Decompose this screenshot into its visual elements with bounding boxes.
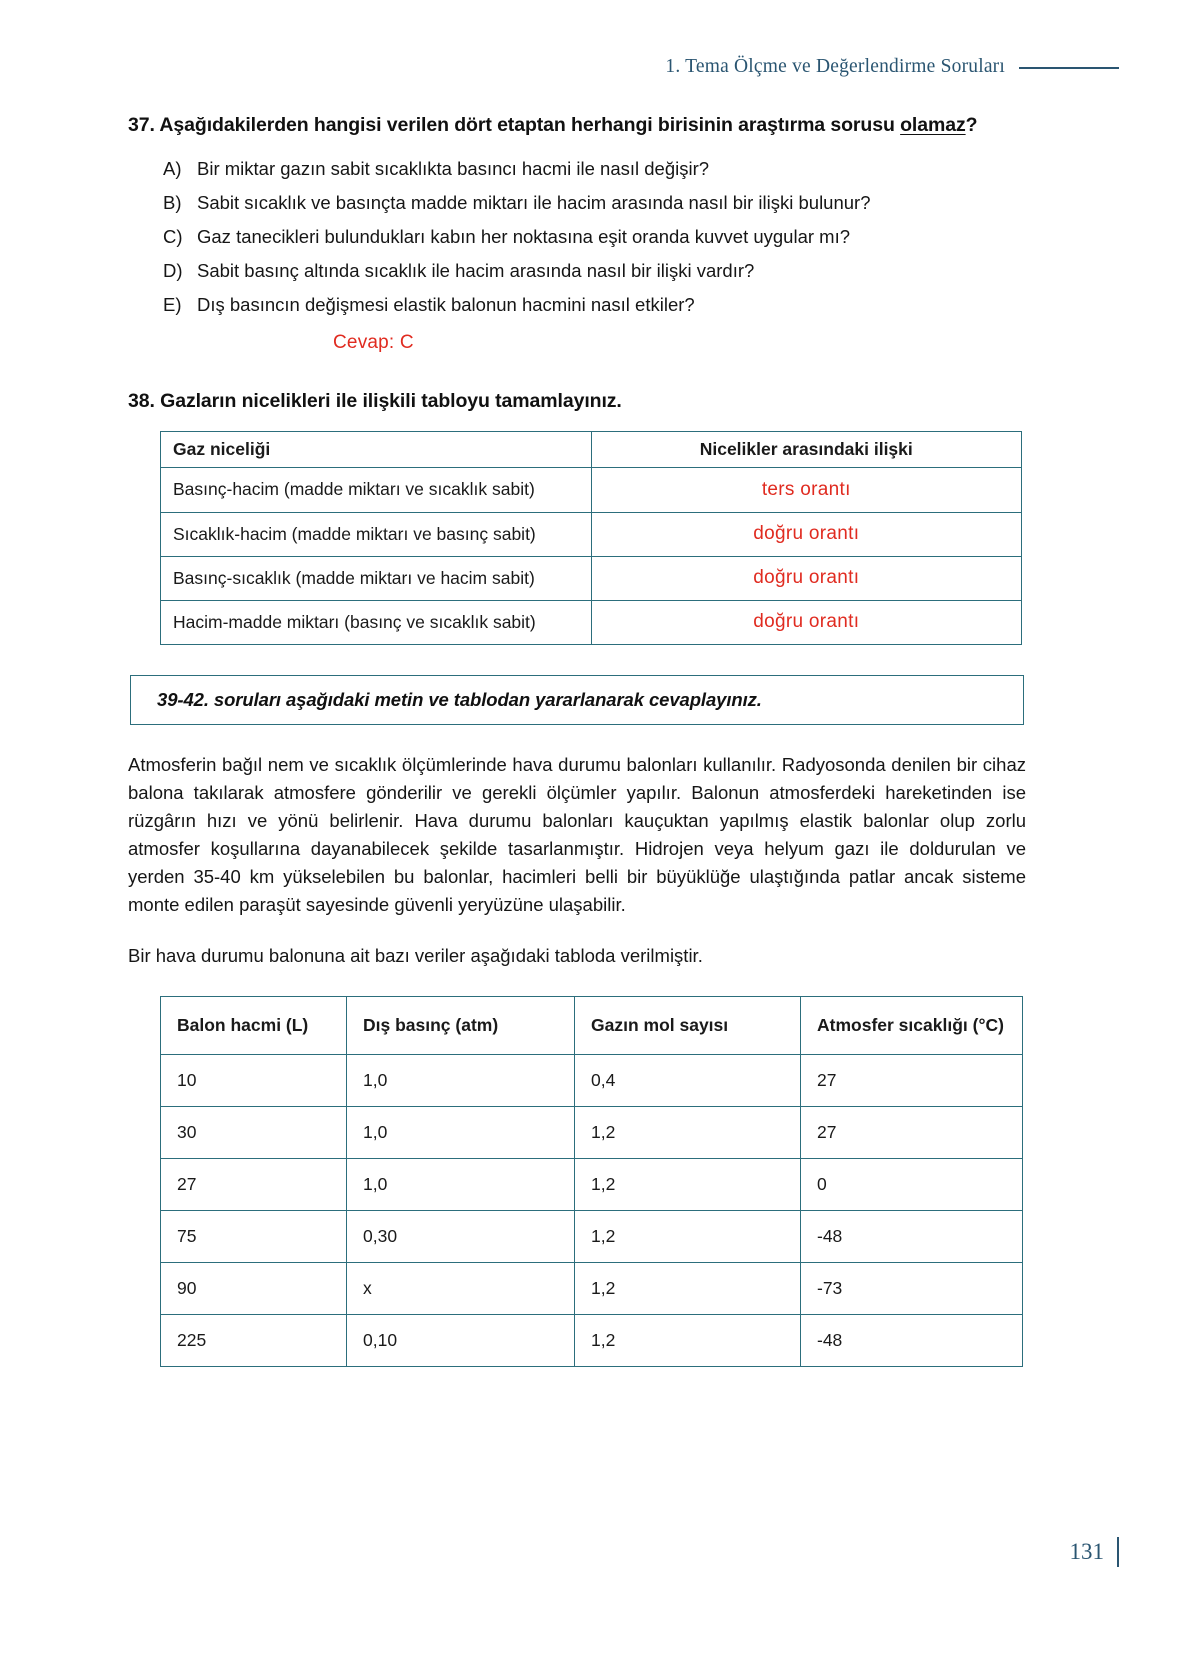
question-38-stem — [128, 390, 1026, 413]
table-row — [161, 468, 1022, 512]
question-37-number: 37. — [128, 114, 155, 136]
cell-atmosphere-temperature: 0 — [801, 1158, 1023, 1210]
question-37-stem-emphasis: olamaz — [900, 114, 966, 136]
cell-relation-answer: doğru orantı — [591, 556, 1022, 600]
option-c-text: Gaz tanecikleri bulundukları kabın her noktasına eşit oranda kuvvet uygular mı? — [197, 225, 851, 247]
cell-atmosphere-temperature: -48 — [801, 1210, 1023, 1262]
cell-mole-count: 1,2 — [575, 1210, 801, 1262]
option-d-label: D) — [163, 259, 183, 281]
option-c-label: C) — [163, 225, 183, 247]
table-row — [161, 1106, 1023, 1158]
column-header-balloon-volume: Balon hacmi (L) — [161, 996, 347, 1054]
option-c — [163, 224, 1026, 251]
cell-quantity: Basınç-sıcaklık (madde miktarı ve hacim sabit) — [161, 556, 592, 600]
page-running-header — [665, 56, 1119, 78]
option-d — [163, 258, 1026, 285]
cell-mole-count: 1,2 — [575, 1314, 801, 1366]
passage-paragraph-2: Bir hava durumu balonuna ait bazı veriler aşağıdaki tabloda verilmiştir. — [128, 944, 703, 966]
cell-quantity: Sıcaklık-hacim (madde miktarı ve basınç sabit) — [161, 512, 592, 556]
question-37-answer: Cevap: C — [333, 332, 414, 354]
column-header-mole-count: Gazın mol sayısı — [575, 996, 801, 1054]
footer-rule-decoration — [1117, 1537, 1119, 1567]
cell-relation-answer: ters orantı — [591, 468, 1022, 512]
column-header-relation: Nicelikler arasındaki ilişki — [591, 432, 1022, 468]
cell-mole-count: 0,4 — [575, 1054, 801, 1106]
option-b — [163, 190, 1026, 217]
column-header-quantity: Gaz niceliği — [161, 432, 592, 468]
table-row — [161, 1210, 1023, 1262]
instruction-box — [130, 675, 1024, 725]
cell-balloon-volume: 90 — [161, 1262, 347, 1314]
cell-balloon-volume: 27 — [161, 1158, 347, 1210]
cell-atmosphere-temperature: -73 — [801, 1262, 1023, 1314]
option-d-text: Sabit basınç altında sıcaklık ile hacim arasında nasıl bir ilişki vardır? — [197, 259, 755, 281]
question-37-stem — [128, 112, 1026, 138]
cell-external-pressure: 1,0 — [347, 1158, 575, 1210]
cell-atmosphere-temperature: -48 — [801, 1314, 1023, 1366]
cell-external-pressure: 0,10 — [347, 1314, 575, 1366]
instruction-text: 39-42. soruları aşağıdaki metin ve tablodan yararlanarak cevaplayınız. — [157, 688, 762, 710]
question-38-number: 38. — [128, 390, 155, 413]
cell-mole-count: 1,2 — [575, 1106, 801, 1158]
option-a-text: Bir miktar gazın sabit sıcaklıkta basıncı hacmi ile nasıl değişir? — [197, 158, 710, 180]
question-37-stem-text-part2: ? — [965, 114, 978, 136]
cell-external-pressure-unknown: x — [347, 1262, 575, 1314]
option-e-text: Dış basıncın değişmesi elastik balonun hacmini nasıl etkiler? — [197, 293, 695, 315]
cell-atmosphere-temperature: 27 — [801, 1054, 1023, 1106]
gas-quantities-table — [160, 431, 1022, 645]
cell-balloon-volume: 30 — [161, 1106, 347, 1158]
cell-external-pressure: 0,30 — [347, 1210, 575, 1262]
cell-relation-answer: doğru orantı — [591, 600, 1022, 644]
table-header-row — [161, 996, 1023, 1054]
cell-quantity: Basınç-hacim (madde miktarı ve sıcaklık sabit) — [161, 468, 592, 512]
table-row — [161, 1262, 1023, 1314]
cell-balloon-volume: 225 — [161, 1314, 347, 1366]
page-footer — [1070, 1537, 1120, 1567]
table-row — [161, 1054, 1023, 1106]
option-b-text: Sabit sıcaklık ve basınçta madde miktarı ile hacim arasında nasıl bir ilişki bulunur? — [197, 192, 871, 214]
table-row — [161, 556, 1022, 600]
page-content — [128, 112, 1026, 1367]
table-header-row — [161, 432, 1022, 468]
option-e-label: E) — [163, 293, 182, 315]
cell-mole-count: 1,2 — [575, 1158, 801, 1210]
reading-passage — [128, 751, 1026, 970]
option-a — [163, 156, 1026, 183]
question-37-stem-text-part1: Aşağıdakilerden hangisi verilen dört etaptan herhangi birisinin araştırma sorusu — [159, 114, 901, 136]
cell-relation-answer: doğru orantı — [591, 512, 1022, 556]
passage-paragraph-1: Atmosferin bağıl nem ve sıcaklık ölçümlerinde hava durumu balonları kullanılır. Radyosonda denilen bir cihaz balona takılarak atmosfere gönderilir ve gerekli ölçümler yapılır. Balonun atmosferdeki hareketinden ise rüzgârın hızı ve yönü belirlenir. Hava durumu balonları kauçuktan yapılmış elastik balonlar olup zorlu atmosfer koşullarına dayanabilecek şekilde tasarlanmıştır. Hidrojen veya helyum gazı ile doldurulan ve yerden 35-40 km yükselebilen bu balonlar, hacimleri belli bir büyüklüğe ulaştığında patlar ancak sisteme monte edilen paraşüt sayesinde güvenli yeryüzüne ulaşabilir. — [128, 753, 1026, 916]
question-38-stem-text: Gazların nicelikleri ile ilişkili tabloyu tamamlayınız. — [160, 390, 622, 413]
cell-external-pressure: 1,0 — [347, 1106, 575, 1158]
cell-external-pressure: 1,0 — [347, 1054, 575, 1106]
option-b-label: B) — [163, 192, 182, 214]
column-header-external-pressure: Dış basınç (atm) — [347, 996, 575, 1054]
question-37-options — [128, 156, 1026, 318]
column-header-atmosphere-temperature: Atmosfer sıcaklığı (°C) — [801, 996, 1023, 1054]
option-e — [163, 292, 1026, 319]
balloon-data-table — [160, 996, 1023, 1367]
cell-mole-count: 1,2 — [575, 1262, 801, 1314]
page-number: 131 — [1069, 1539, 1104, 1564]
table-row — [161, 600, 1022, 644]
cell-atmosphere-temperature: 27 — [801, 1106, 1023, 1158]
cell-balloon-volume: 10 — [161, 1054, 347, 1106]
cell-quantity: Hacim-madde miktarı (basınç ve sıcaklık sabit) — [161, 600, 592, 644]
header-rule-decoration — [1019, 67, 1119, 69]
running-title: 1. Tema Ölçme ve Değerlendirme Soruları — [665, 56, 1005, 77]
table-row — [161, 512, 1022, 556]
table-row — [161, 1158, 1023, 1210]
cell-balloon-volume: 75 — [161, 1210, 347, 1262]
table-row — [161, 1314, 1023, 1366]
option-a-label: A) — [163, 158, 182, 180]
